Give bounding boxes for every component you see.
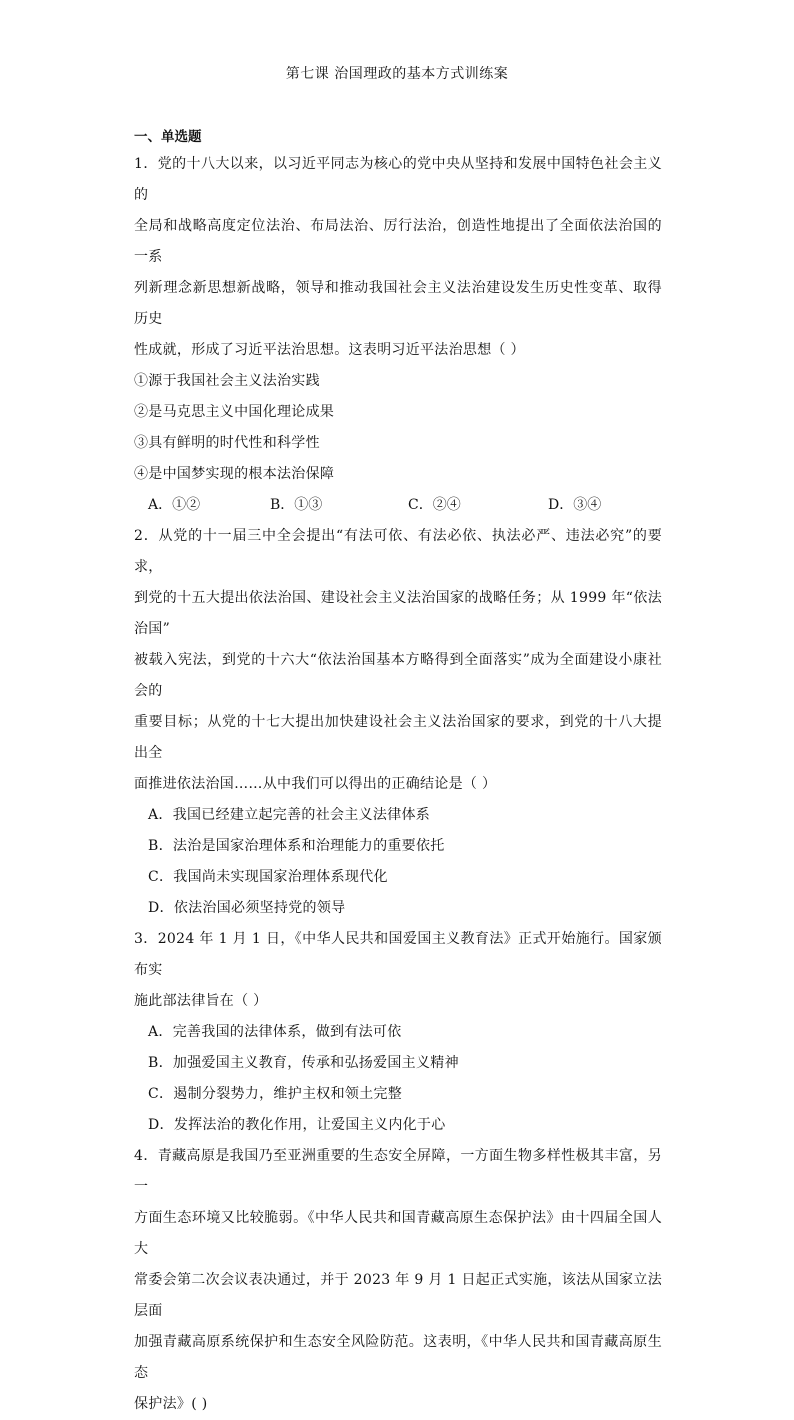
section-heading: 一、单选题 — [134, 129, 202, 145]
question-stem-line: 2．从党的十一届三中全会提出“有法可依、有法必依、执法必严、违法必究”的要求， — [134, 528, 662, 575]
question-1 — [134, 149, 662, 521]
option-c: C．我国尚未实现国家治理体系现代化 — [148, 869, 388, 885]
question-stem-line: 加强青藏高原系统保护和生态安全风险防范。这表明，《中华人民共和国青藏高原生态 — [134, 1334, 662, 1381]
question-4 — [134, 1141, 662, 1420]
page-title: 第七课 治国理政的基本方式训练案 — [285, 66, 509, 82]
question-stem-line: 4．青藏高原是我国乃至亚洲重要的生态安全屏障，一方面生物多样性极其丰富，另一 — [134, 1148, 662, 1195]
statement-item: ③具有鲜明的时代性和科学性 — [134, 435, 320, 451]
question-stem-line: 常委会第二次会议表决通过，并于 2023 年 9 月 1 日起正式实施，该法从国家立法层面 — [134, 1272, 662, 1319]
question-2 — [134, 521, 662, 924]
question-stem-line: 全局和战略高度定位法治、布局法治、厉行法治，创造性地提出了全面依法治国的一系 — [134, 218, 662, 265]
question-3 — [134, 924, 662, 1141]
option-d: D．依法治国必须坚持党的领导 — [148, 900, 346, 916]
question-stem-line: 保护法》( ) — [134, 1396, 208, 1412]
question-stem-line: 3．2024 年 1 月 1 日，《中华人民共和国爱国主义教育法》正式开始施行。国家颁布实 — [134, 931, 662, 978]
option-b: B．法治是国家治理体系和治理能力的重要依托 — [148, 838, 445, 854]
choice-row — [134, 490, 662, 521]
option-b: B．加强爱国主义教育，传承和弘扬爱国主义精神 — [148, 1055, 459, 1071]
statement-item: ④是中国梦实现的根本法治保障 — [134, 466, 335, 482]
option-d: D．发挥法治的教化作用，让爱国主义内化于心 — [148, 1117, 446, 1133]
question-list — [134, 149, 662, 1420]
choice-a: A．①② — [148, 497, 201, 513]
question-stem-line: 被载入宪法，到党的十六大“依法治国基本方略得到全面落实”成为全面建设小康社会的 — [134, 652, 662, 699]
choice-d: D．③④ — [548, 497, 602, 513]
question-stem-line: 列新理念新思想新战略，领导和推动我国社会主义法治建设发生历史性变革、取得历史 — [134, 280, 662, 327]
question-stem-line: 面推进依法治国……从中我们可以得出的正确结论是（ ） — [134, 776, 497, 792]
choice-c: C．②④ — [408, 497, 461, 513]
statement-item: ①源于我国社会主义法治实践 — [134, 373, 320, 389]
question-stem-line: 重要目标；从党的十七大提出加快建设社会主义法治国家的要求，到党的十八大提出全 — [134, 714, 662, 761]
question-stem-line: 方面生态环境又比较脆弱。《中华人民共和国青藏高原生态保护法》由十四届全国人大 — [134, 1210, 662, 1257]
option-c: C．遏制分裂势力，维护主权和领土完整 — [148, 1086, 403, 1102]
question-stem-line: 到党的十五大提出依法治国、建设社会主义法治国家的战略任务；从 1999 年“依法治国” — [134, 590, 662, 637]
statement-item: ②是马克思主义中国化理论成果 — [134, 404, 335, 420]
choice-b: B．①③ — [270, 497, 323, 513]
question-stem-line: 1．党的十八大以来，以习近平同志为核心的党中央从坚持和发展中国特色社会主义的 — [134, 156, 662, 203]
option-a: A．完善我国的法律体系，做到有法可依 — [148, 1024, 402, 1040]
question-stem-line: 施此部法律旨在（ ） — [134, 993, 268, 1009]
option-a: A．我国已经建立起完善的社会主义法律体系 — [148, 807, 431, 823]
question-stem-line: 性成就，形成了习近平法治思想。这表明习近平法治思想（ ） — [134, 342, 525, 358]
